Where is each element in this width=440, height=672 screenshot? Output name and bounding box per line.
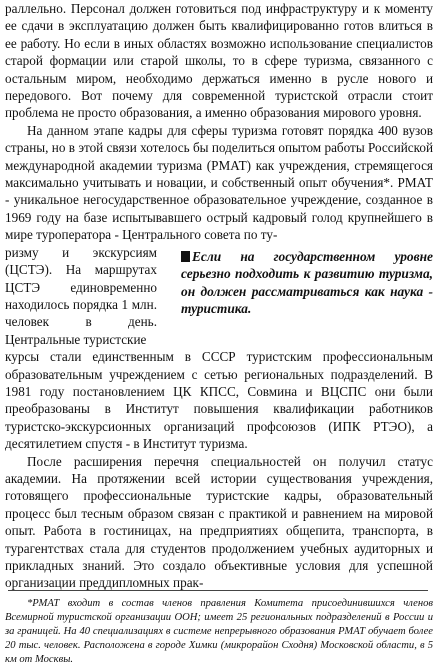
footnote-text: *РМАТ входит в состав членов правления Комитета присоединившихся членов Всемирной туристской организации ООН; имеет 25 региональных подразделений в России и за границей. На 40 специализациях в системе непрерывного образования РМАТ обучает более 20 тыс. человек. Расположена в городе Химки (микрорайон Сходня) Московской области, в 5 км от Москвы. <box>5 598 433 665</box>
paragraph-2-narrow: ризму и экскурсиям (ЦСТЭ). На маршрутах ЦСТЭ единовременно находилось порядка 1 млн. человек в день. Центральные туристские <box>5 244 157 347</box>
pull-quote <box>181 248 433 318</box>
paragraph-2: На данном этапе кадры для сферы туризма готовят порядка 400 вузов страны, но в этой связи хотелось бы поделиться опытом работы Российской международной академии туризма (РМАТ) как учреждения, стремящегося максимально учитывать и новации, и собственный опыт обучения*. РМАТ - уникальное негосударственное образовательное учреждение, созданное в 1969 году на базе испытывавшего острый кадровый голод крупнейшего в мире туроператора - Центрального совета по ту- <box>5 122 433 243</box>
paragraph-2-rest: курсы стали единственным в СССР туристским профессиональным образовательным учреждением с сетью региональных подразделений. В 1981 году постановлением ЦК КПСС, Совмина и ВЦСПС они были преобразованы в Институт повышения квалификации работников туристско-экскурсионных организаций профсоюзов (ИПК РТЭО), а десятилетием спустя - в Институт туризма. <box>5 349 433 452</box>
quote-mark-icon <box>181 251 190 262</box>
footnote <box>5 597 433 667</box>
paragraph-2-wrap <box>5 244 433 348</box>
paragraph-3: После расширения перечня специальностей он получил статус академии. На протяжении всей истории существования учреждения, готовящего профессиональные туристские кадры, образовательный процесс был тесным образом связан с практикой и равнением на мировой опыт. Работа в гостиницах, на предприятиях общепита, транспорта, в турагентствах стала для студентов продолжением учебных аудиторных и прикладных знаний. Это создало объективные условия для успешной организации преддипломных прак- <box>5 453 433 591</box>
paragraph-1: раллельно. Персонал должен готовиться под инфраструктуру и к моменту ее сдачи в эксплуатацию должен быть квалифицированно готов влиться в ее работу. Но если в иных областях возможно использование специалистов старой формации или старой школы, то в сфере туризма, связанного с остальным миром, необходимо держаться именно в русле нового и передового. Вот почему для современной туристской отрасли стоит проблема не просто образования, а именно образования мирового уровня. <box>5 1 433 121</box>
pull-quote-text: Если на государственном уровне серьезно подходить к развитию туризма, он должен рассматриваться как наука - туристика. <box>181 248 433 317</box>
footnote-divider <box>8 590 428 591</box>
article-body <box>5 0 433 592</box>
